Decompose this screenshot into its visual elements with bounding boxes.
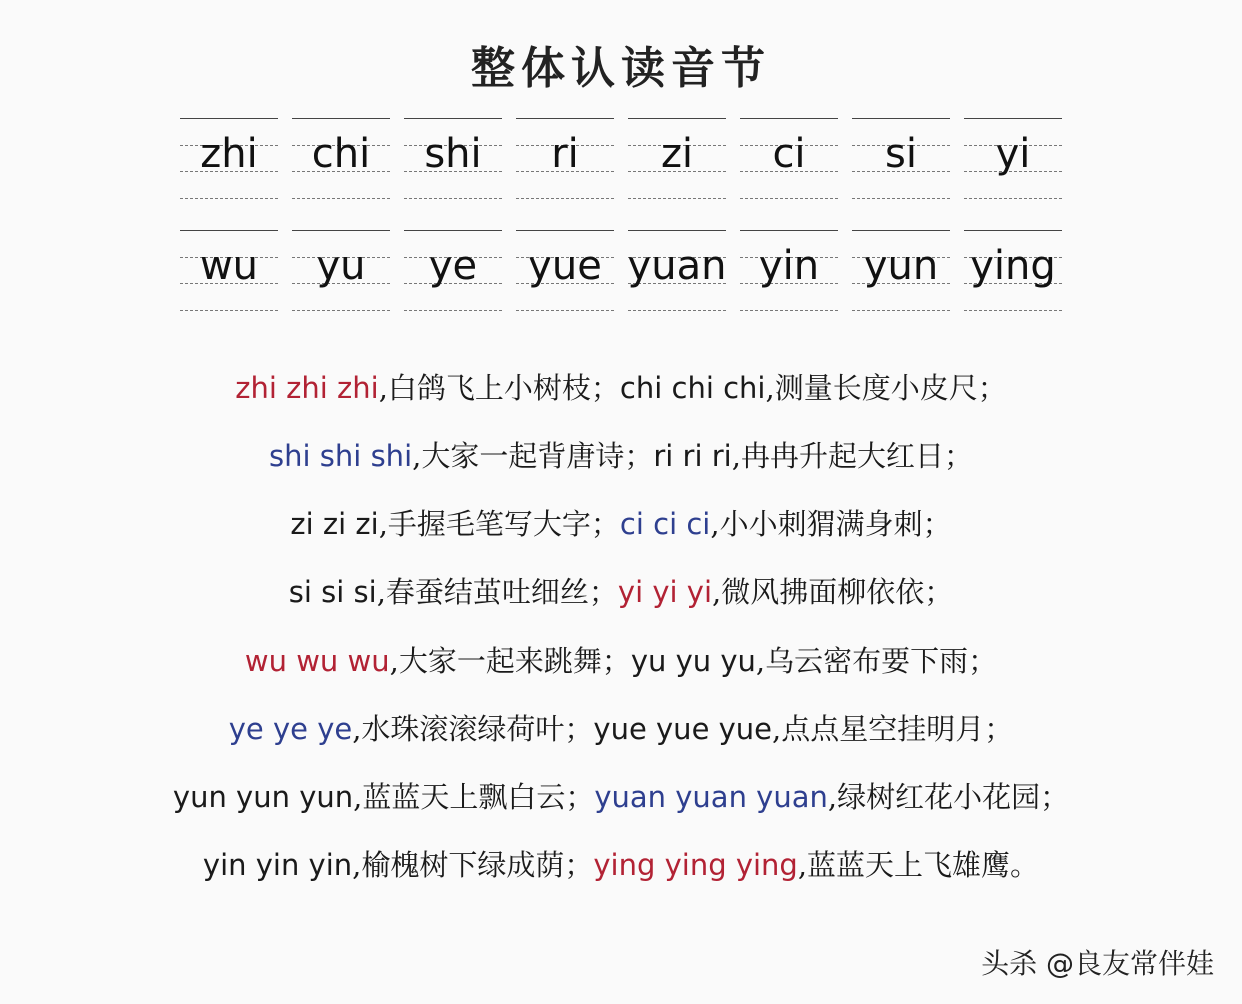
page-title: 整体认读音节 [471, 43, 771, 94]
writing-guide-line [180, 198, 278, 199]
verse-chinese: ,榆槐树下绿成荫； [352, 848, 594, 882]
verse-pinyin: yue yue yue [593, 712, 773, 746]
verse-chinese: ,水珠滚滚绿荷叶； [352, 712, 594, 746]
verse-line [0, 845, 1242, 885]
writing-guide-line [516, 310, 614, 311]
syllable-cell [180, 230, 278, 312]
writing-guide-line [740, 118, 838, 119]
verse-chinese: ,乌云密布要下雨； [755, 644, 998, 678]
verse-pinyin: yin yin yin [202, 848, 353, 882]
verse-line [0, 709, 1242, 749]
verse-line [0, 572, 1242, 612]
syllable-text: zi [660, 131, 694, 177]
writing-guide-line [404, 230, 502, 231]
syllable-text: ci [772, 131, 806, 177]
writing-guide-line [292, 118, 390, 119]
syllable-cell [964, 118, 1062, 200]
writing-guide-line [292, 310, 390, 311]
writing-guide-line [740, 230, 838, 231]
verse-chinese: ,蓝蓝天上飘白云； [353, 780, 595, 814]
verse-pinyin: yun yun yun [172, 780, 354, 814]
syllable-text: yu [316, 243, 366, 289]
writing-guide-line [516, 118, 614, 119]
syllable-cell [964, 230, 1062, 312]
writing-guide-line [852, 198, 950, 199]
verse-chinese: ,小小刺猬满身刺； [710, 507, 952, 541]
verse-pinyin: chi chi chi [619, 371, 766, 405]
verse-pinyin: ri ri ri [653, 439, 732, 473]
writing-guide-line [964, 118, 1062, 119]
writing-guide-line [180, 118, 278, 119]
verse-chinese: ,白鸽飞上小树枝； [378, 371, 620, 405]
writing-guide-line [292, 198, 390, 199]
verse-pinyin: yuan yuan yuan [594, 780, 828, 814]
syllable-grid-row-2 [180, 230, 1060, 312]
syllable-text: yi [995, 131, 1031, 177]
watermark: 头杀 @良友常伴娃 [981, 947, 1214, 980]
syllable-cell [852, 118, 950, 200]
syllable-text: shi [424, 131, 482, 177]
verse-pinyin: ye ye ye [228, 712, 353, 746]
syllable-grid-row-1 [180, 118, 1060, 200]
writing-guide-line [180, 230, 278, 231]
verse-pinyin: yu yu yu [630, 644, 756, 678]
writing-guide-line [404, 118, 502, 119]
writing-guide-line [964, 198, 1062, 199]
syllable-text: yue [528, 243, 602, 289]
syllable-text: ri [551, 131, 579, 177]
writing-guide-line [852, 230, 950, 231]
verse-chinese: ,大家一起来跳舞； [389, 644, 631, 678]
writing-guide-line [628, 230, 726, 231]
verse-line [0, 504, 1242, 544]
writing-guide-line [180, 310, 278, 311]
writing-guide-line [852, 118, 950, 119]
verse-pinyin: yi yi yi [617, 575, 713, 609]
verse-line [0, 436, 1242, 476]
verse-chinese: ,绿树红花小花园； [827, 780, 1070, 814]
syllable-cell [292, 230, 390, 312]
writing-guide-line [292, 230, 390, 231]
writing-guide-line [516, 230, 614, 231]
syllable-cell [404, 230, 502, 312]
writing-guide-line [964, 230, 1062, 231]
verse-pinyin: zi zi zi [290, 507, 379, 541]
verse-chinese: ,大家一起背唐诗； [412, 439, 654, 473]
verse-chinese: ,点点星空挂明月； [772, 712, 1014, 746]
syllable-cell [628, 230, 726, 312]
writing-guide-line [852, 310, 950, 311]
writing-guide-line [628, 118, 726, 119]
syllable-cell [292, 118, 390, 200]
writing-guide-line [404, 198, 502, 199]
syllable-cell [628, 118, 726, 200]
verse-chinese: ,微风拂面柳依依； [712, 575, 954, 609]
verse-chinese: ,春蚕结茧吐细丝； [376, 575, 618, 609]
syllable-text: zhi [200, 131, 258, 177]
syllable-text: yin [758, 243, 820, 289]
syllable-text: yuan [627, 243, 727, 289]
syllable-text: ying [970, 243, 1056, 289]
verse-pinyin: zhi zhi zhi [235, 371, 379, 405]
verse-chinese: ,测量长度小皮尺； [765, 371, 1007, 405]
syllable-cell [852, 230, 950, 312]
writing-guide-line [628, 198, 726, 199]
writing-guide-line [740, 198, 838, 199]
writing-guide-line [516, 198, 614, 199]
verse-pinyin: ying ying ying [593, 848, 798, 882]
syllable-cell [404, 118, 502, 200]
syllable-cell [516, 230, 614, 312]
verse-chinese: ,蓝蓝天上飞雄鹰。 [797, 848, 1040, 882]
verse-pinyin: ci ci ci [619, 507, 711, 541]
verse-line [0, 777, 1242, 817]
verse-pinyin: wu wu wu [244, 644, 390, 678]
verse-chinese: ,冉冉升起大红日； [731, 439, 973, 473]
syllable-text: ye [428, 243, 478, 289]
writing-guide-line [740, 310, 838, 311]
syllable-cell [516, 118, 614, 200]
syllable-text: si [885, 131, 917, 177]
verse-pinyin: si si si [288, 575, 377, 609]
syllable-text: wu [199, 243, 259, 289]
writing-guide-line [964, 310, 1062, 311]
syllable-text: yun [863, 243, 939, 289]
syllable-text: chi [311, 131, 371, 177]
verse-pinyin: shi shi shi [269, 439, 413, 473]
writing-guide-line [404, 310, 502, 311]
verse-line [0, 641, 1242, 681]
verse-chinese: ,手握毛笔写大字； [378, 507, 620, 541]
verse-line [0, 368, 1242, 408]
writing-guide-line [628, 310, 726, 311]
syllable-cell [740, 230, 838, 312]
syllable-cell [180, 118, 278, 200]
syllable-cell [740, 118, 838, 200]
